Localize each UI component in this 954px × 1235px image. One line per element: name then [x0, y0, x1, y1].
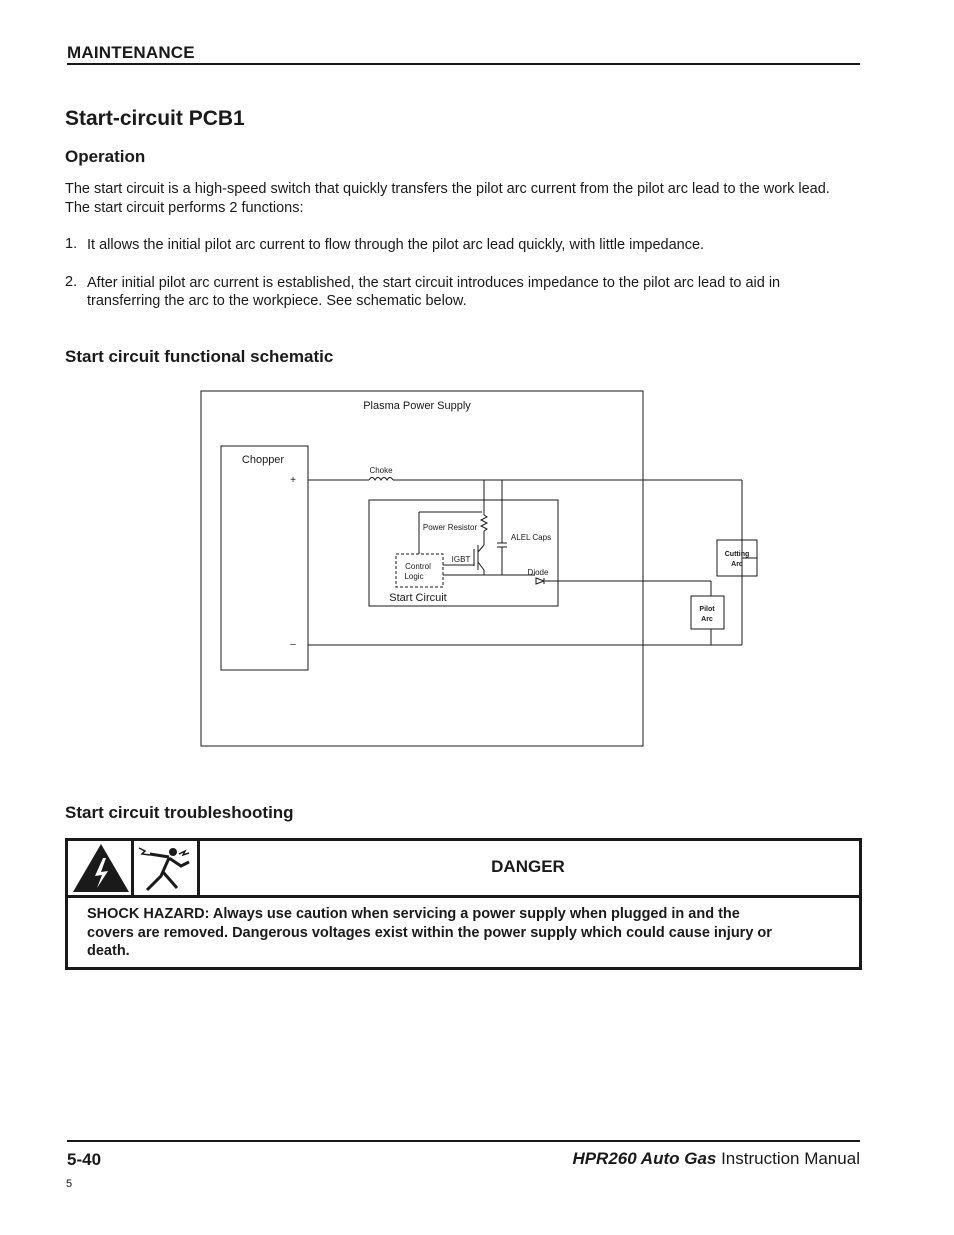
start-circuit-label: Start Circuit — [389, 592, 447, 604]
danger-message-line: SHOCK HAZARD: Always use caution when servicing a power supply when plugged in and the — [87, 906, 740, 922]
pilot-label: Pilot — [699, 606, 715, 613]
operation-intro-line2: The start circuit performs 2 functions: — [65, 200, 304, 216]
header-rule — [67, 63, 860, 65]
resistor-symbol — [481, 515, 487, 531]
schematic-heading: Start circuit functional schematic — [65, 347, 334, 366]
cutting-arc-label: Arc — [731, 561, 743, 568]
list-item-text: After initial pilot arc current is established, the start circuit introduces impedance to the pilot arc lead to aid in — [87, 275, 781, 291]
diode-symbol — [536, 578, 544, 584]
power-resistor-label: Power Resistor — [422, 523, 478, 532]
section-header: MAINTENANCE — [67, 43, 195, 62]
start-circuit-schematic — [195, 385, 765, 755]
danger-message — [87, 905, 837, 961]
power-supply-label: Plasma Power Supply — [363, 400, 471, 412]
danger-title: DANGER — [491, 857, 565, 876]
operation-intro-line1: The start circuit is a high-speed switch that quickly transfers the pilot arc current from the pilot arc lead to the work lead. — [65, 181, 830, 197]
danger-divider-horizontal — [65, 895, 859, 898]
footer-rule — [67, 1140, 860, 1142]
electric-shock-person-icon — [139, 848, 189, 890]
plus-terminal-label: + — [290, 475, 296, 486]
logic-label: Logic — [404, 572, 424, 581]
list-item-number: 1. — [65, 236, 78, 252]
danger-message-line: covers are removed. Dangerous voltages exist within the power supply which could cause injury or — [87, 924, 772, 941]
igbt-label: IGBT — [451, 555, 471, 564]
danger-icons — [65, 838, 197, 895]
manual-title — [572, 1149, 860, 1169]
page-title: Start-circuit PCB1 — [65, 107, 245, 130]
pilot-arc-label: Arc — [701, 616, 713, 623]
danger-message-line: death. — [87, 943, 130, 959]
start-circuit-box — [369, 500, 558, 606]
chopper-label: Chopper — [241, 454, 285, 466]
operation-heading: Operation — [65, 147, 146, 166]
troubleshooting-heading: Start circuit troubleshooting — [65, 803, 294, 822]
list-item-text-continued: transferring the arc to the workpiece. See schematic below. — [87, 293, 467, 309]
alel-caps-label: ALEL Caps — [510, 533, 552, 542]
diode-label: Diode — [527, 568, 549, 577]
choke-label: Choke — [369, 466, 393, 475]
electrical-hazard-warning-icon — [68, 841, 131, 893]
list-item-number: 2. — [65, 274, 78, 290]
cutting-label: Cutting — [724, 551, 750, 558]
product-name: HPR260 Auto Gas — [572, 1149, 717, 1168]
page-number: 5-40 — [67, 1150, 102, 1169]
footer-small-number: 5 — [66, 1178, 73, 1190]
choke-symbol — [369, 478, 393, 481]
list-item-text: It allows the initial pilot arc current to flow through the pilot arc lead quickly, with little impedance. — [87, 237, 705, 253]
control-label: Control — [405, 562, 431, 571]
minus-terminal-label: – — [290, 639, 296, 650]
document-name: Instruction Manual — [716, 1149, 860, 1168]
